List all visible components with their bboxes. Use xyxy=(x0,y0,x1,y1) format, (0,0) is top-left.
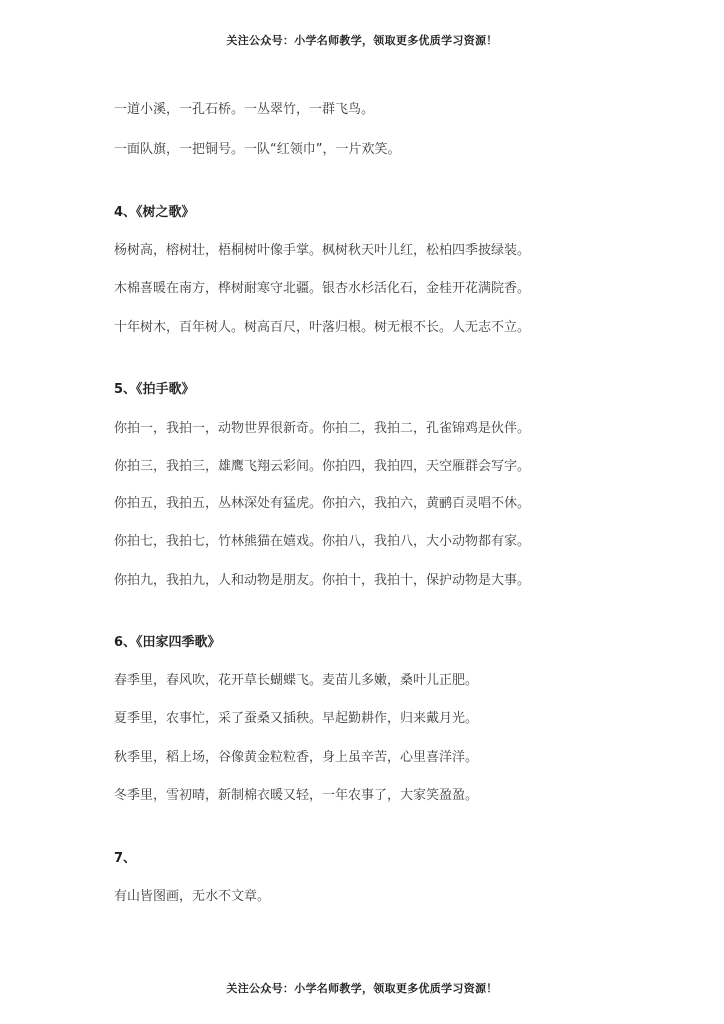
intro-line-1: 一道小溪，一孔石桥。一丛翠竹，一群飞鸟。 xyxy=(114,102,375,117)
section-4-line-2: 木棉喜暖在南方，桦树耐寒守北疆。银杏水杉活化石，金桂开花满院香。 xyxy=(114,281,531,296)
intro-line-2: 一面队旗，一把铜号。一队“红领巾”，一片欢笑。 xyxy=(114,142,401,157)
section-5-line-4: 你拍七，我拍七，竹林熊猫在嬉戏。你拍八，我拍八，大小动物都有家。 xyxy=(114,534,531,549)
section-5-line-1: 你拍一，我拍一，动物世界很新奇。你拍二，我拍二，孔雀锦鸡是伙伴。 xyxy=(114,421,531,436)
page-footer: 关注公众号：小学名师教学，领取更多优质学习资源！ xyxy=(226,982,498,995)
section-6-line-1: 春季里，春风吹，花开草长蝴蝶飞。麦苗儿多嫩，桑叶儿正肥。 xyxy=(114,673,479,688)
section-7-line-1: 有山皆图画，无水不文章。 xyxy=(114,889,271,904)
section-6-line-3: 秋季里，稻上场，谷像黄金粒粒香，身上虽辛苦，心里喜洋洋。 xyxy=(114,750,479,765)
section-4-title: 4、《树之歌》 xyxy=(114,205,195,220)
section-6-title: 6、《田家四季歌》 xyxy=(114,635,221,650)
section-6-line-2: 夏季里，农事忙，采了蚕桑又插秧。早起勤耕作，归来戴月光。 xyxy=(114,711,479,726)
section-5-line-3: 你拍五，我拍五，丛林深处有猛虎。你拍六，我拍六，黄鹂百灵唱不休。 xyxy=(114,496,531,511)
section-5-line-2: 你拍三，我拍三，雄鹰飞翔云彩间。你拍四，我拍四，天空雁群会写字。 xyxy=(114,459,531,474)
section-5-title: 5、《拍手歌》 xyxy=(114,382,195,397)
page-header: 关注公众号：小学名师教学，领取更多优质学习资源！ xyxy=(226,34,498,47)
section-4-line-1: 杨树高，榕树壮，梧桐树叶像手掌。枫树秋天叶儿红，松柏四季披绿装。 xyxy=(114,243,531,258)
section-6-line-4: 冬季里，雪初晴，新制棉衣暖又轻，一年农事了，大家笑盈盈。 xyxy=(114,788,479,803)
section-5-line-5: 你拍九，我拍九，人和动物是朋友。你拍十，我拍十，保护动物是大事。 xyxy=(114,573,531,588)
section-7-title: 7、 xyxy=(114,851,137,866)
section-4-line-3: 十年树木，百年树人。树高百尺，叶落归根。树无根不长。人无志不立。 xyxy=(114,320,531,335)
